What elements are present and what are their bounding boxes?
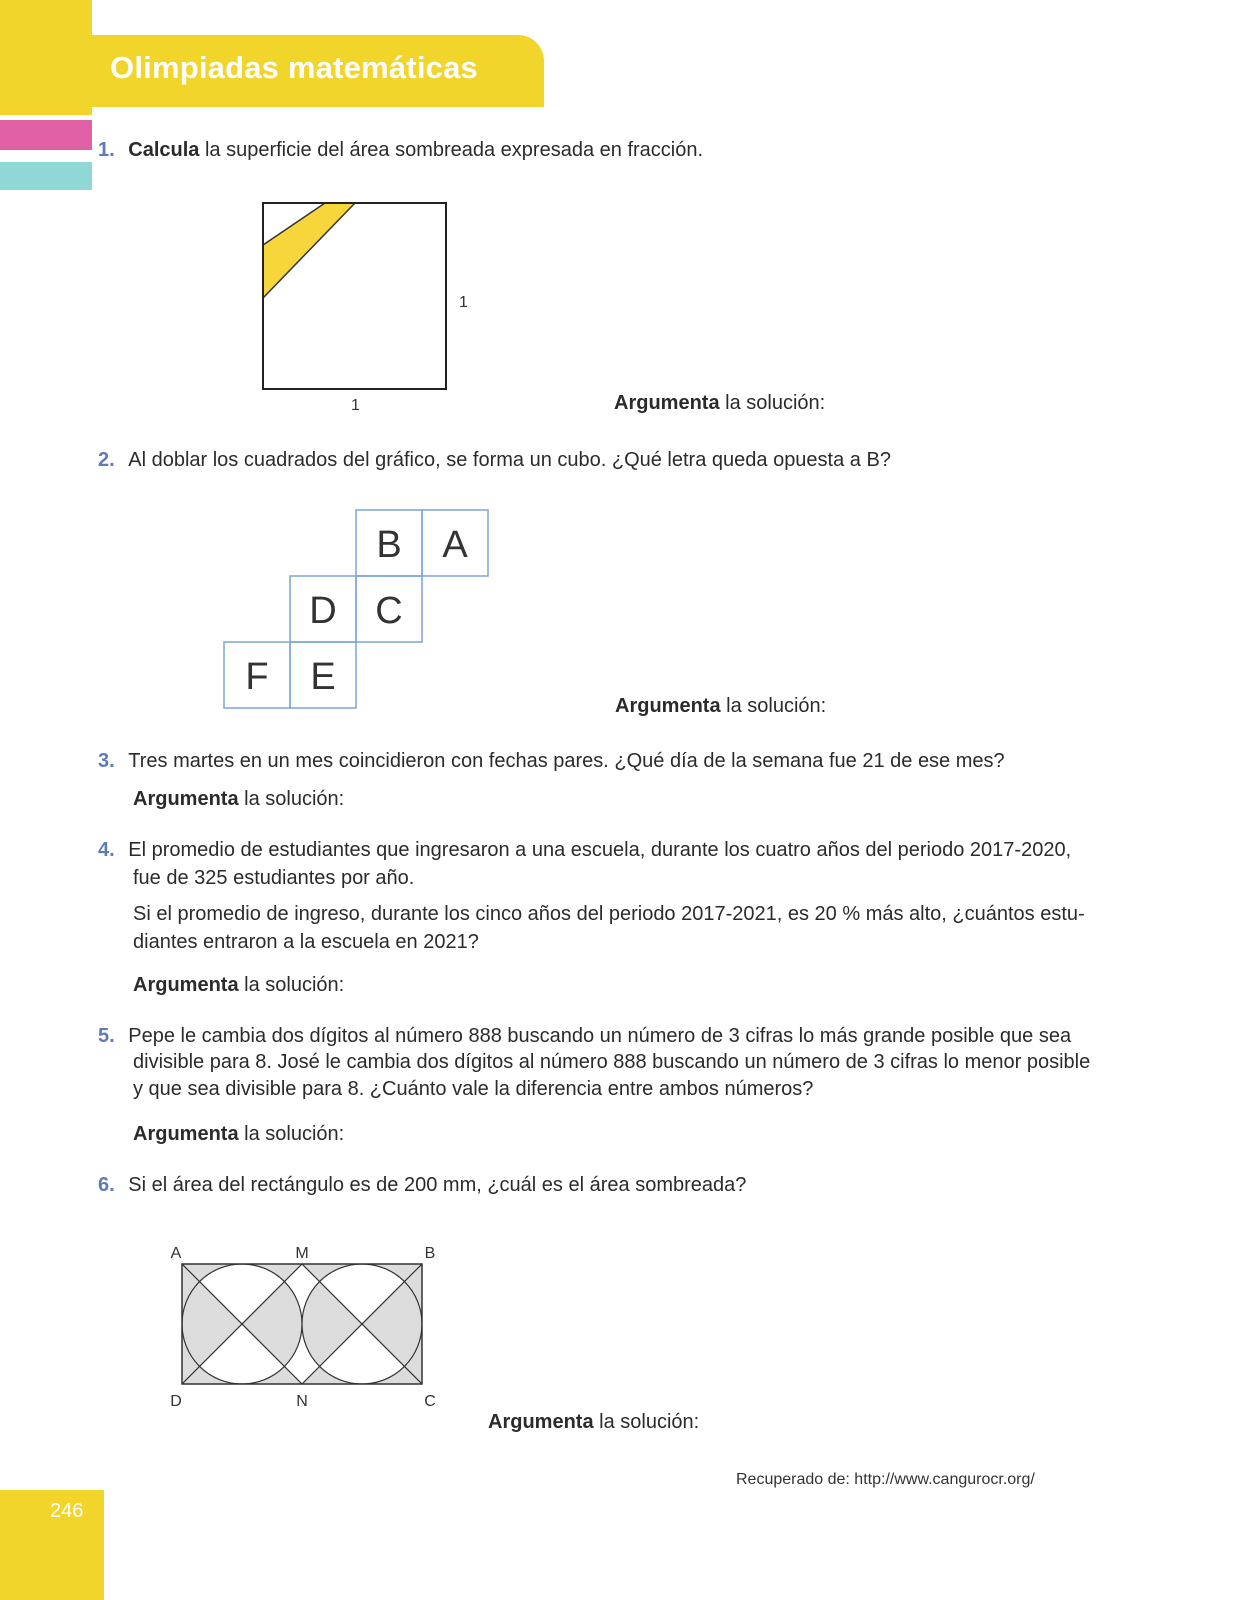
argumenta-rest: la solución: bbox=[238, 788, 345, 810]
question-text: Al doblar los cuadrados del gráfico, se forma un cubo. ¿Qué letra queda opuesta a B? bbox=[128, 449, 891, 471]
face-letter-c: C bbox=[375, 590, 403, 632]
argumenta-label: Argumenta bbox=[133, 1123, 239, 1145]
argumenta-label: Argumenta bbox=[615, 695, 721, 717]
question-number: 6. bbox=[98, 1174, 115, 1196]
question-text-line: El promedio de estudiantes que ingresaron a una escuela, durante los cuatro años del periodo 2017-2020, bbox=[128, 839, 1072, 861]
question-4-line4: diantes entraron a la escuela en 2021? bbox=[133, 931, 479, 953]
question-6 bbox=[98, 1171, 746, 1199]
rectangle-circles-figure bbox=[160, 1238, 450, 1418]
question-text: Tres martes en un mes coincidieron con fechas pares. ¿Qué día de la semana fue 21 de ese mes? bbox=[128, 750, 1005, 772]
question-number: 2. bbox=[98, 449, 115, 471]
face-letter-a: A bbox=[442, 524, 468, 566]
question-4-line3: Si el promedio de ingreso, durante los cinco años del periodo 2017-2021, es 20 % más alto, ¿cuántos estu- bbox=[133, 903, 1085, 925]
question-number: 1. bbox=[98, 139, 115, 161]
pink-tab bbox=[0, 120, 92, 150]
question-text-line: Pepe le cambia dos dígitos al número 888 buscando un número de 3 cifras lo más grande posible que sea bbox=[128, 1025, 1072, 1047]
question-5-line3: y que sea divisible para 8. ¿Cuánto vale la diferencia entre ambos números? bbox=[133, 1078, 814, 1100]
vertex-m: M bbox=[295, 1245, 309, 1262]
source-credit: Recuperado de: http://www.cangurocr.org/ bbox=[736, 1471, 1035, 1488]
question-number: 5. bbox=[98, 1025, 115, 1047]
vertex-d: D bbox=[170, 1393, 182, 1410]
argumenta-rest: la solución: bbox=[720, 695, 827, 717]
question-text: Si el área del rectángulo es de 200 mm, ¿cuál es el área sombreada? bbox=[128, 1174, 747, 1196]
argumenta-5 bbox=[133, 1123, 344, 1146]
left-yellow-strip bbox=[0, 0, 92, 1600]
argumenta-label: Argumenta bbox=[614, 392, 720, 414]
argumenta-rest: la solución: bbox=[238, 974, 345, 996]
argumenta-4 bbox=[133, 974, 344, 997]
question-text: la superficie del área sombreada expresada en fracción. bbox=[199, 139, 704, 161]
argumenta-2 bbox=[615, 695, 826, 718]
question-4 bbox=[98, 836, 1071, 864]
shaded-band bbox=[263, 203, 355, 298]
question-5-line2: divisible para 8. José le cambia dos dígitos al número 888 buscando un número de 3 cifras lo menor posible bbox=[133, 1051, 1091, 1073]
argumenta-label: Argumenta bbox=[133, 788, 239, 810]
question-1 bbox=[98, 136, 703, 164]
face-letter-e: E bbox=[310, 656, 336, 698]
question-2 bbox=[98, 446, 891, 474]
question-5 bbox=[98, 1022, 1071, 1050]
vertex-c: C bbox=[424, 1393, 436, 1410]
argumenta-rest: la solución: bbox=[593, 1411, 700, 1433]
side-label-right: 1 bbox=[459, 294, 468, 311]
face-letter-d: D bbox=[309, 590, 337, 632]
question-4-line2: fue de 325 estudiantes por año. bbox=[133, 867, 415, 889]
side-label-bottom: 1 bbox=[351, 397, 360, 414]
argumenta-label: Argumenta bbox=[133, 974, 239, 996]
question-lead: Calcula bbox=[128, 139, 200, 161]
argumenta-rest: la solución: bbox=[238, 1123, 345, 1145]
page-title: Olimpiadas matemáticas bbox=[110, 50, 478, 85]
face-letter-f: F bbox=[245, 656, 269, 698]
square-figure bbox=[255, 195, 475, 420]
vertex-b: B bbox=[424, 1245, 436, 1262]
argumenta-label: Argumenta bbox=[488, 1411, 594, 1433]
teal-tab bbox=[0, 162, 92, 190]
page-number: 246 bbox=[50, 1500, 84, 1522]
vertex-n: N bbox=[296, 1393, 308, 1410]
argumenta-6 bbox=[488, 1411, 699, 1434]
question-number: 4. bbox=[98, 839, 115, 861]
question-number: 3. bbox=[98, 750, 115, 772]
question-3 bbox=[98, 747, 1005, 775]
cube-net bbox=[220, 505, 495, 715]
face-letter-b: B bbox=[376, 524, 402, 566]
argumenta-1 bbox=[614, 392, 825, 415]
vertex-a: A bbox=[170, 1245, 182, 1262]
argumenta-3 bbox=[133, 788, 344, 811]
argumenta-rest: la solución: bbox=[719, 392, 826, 414]
